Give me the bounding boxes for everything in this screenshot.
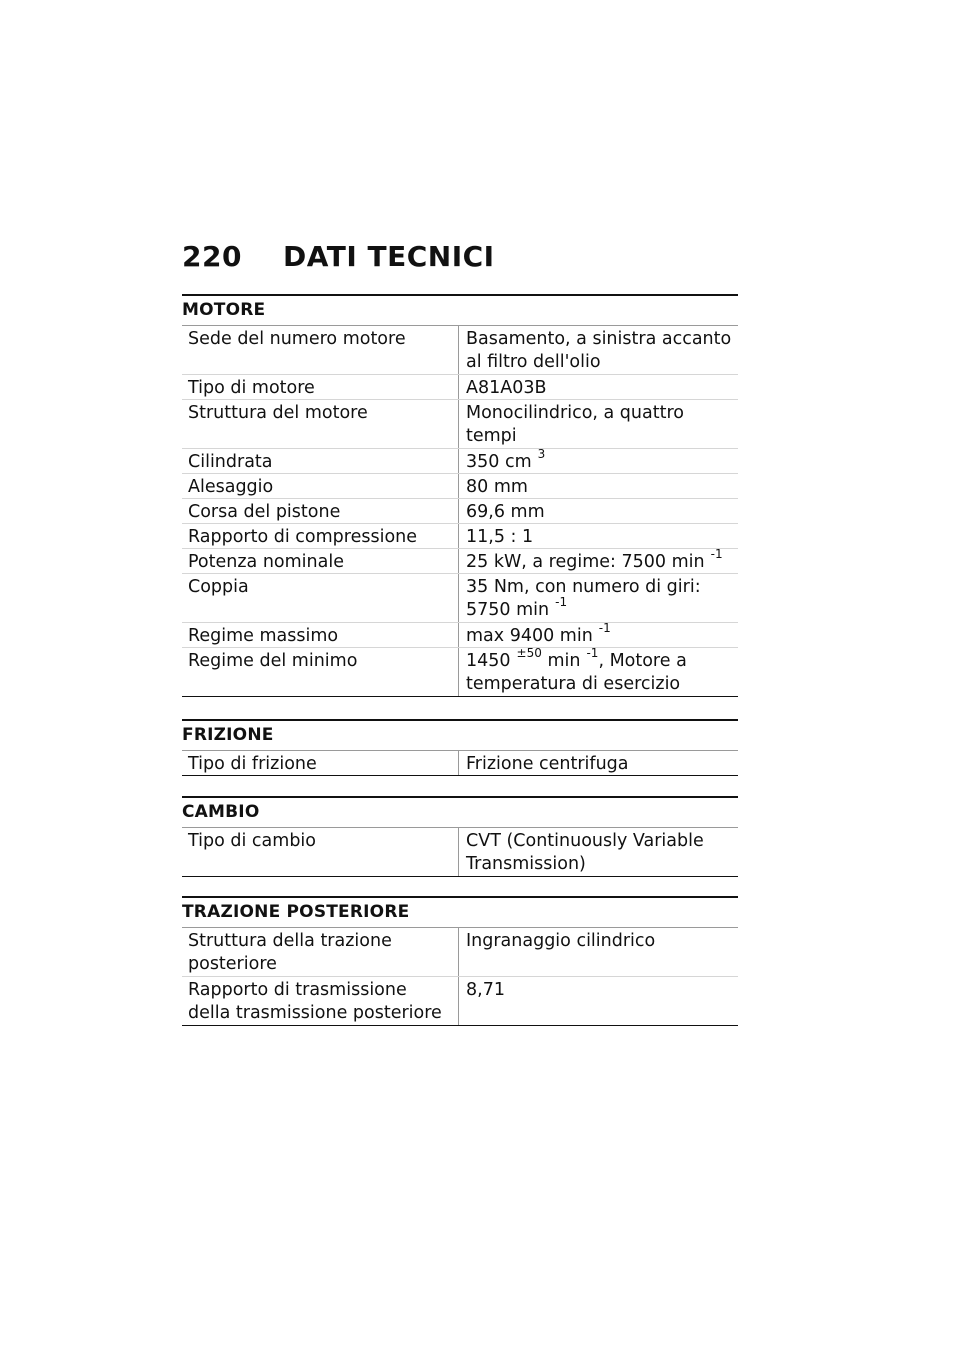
spec-row: [182, 449, 738, 474]
spec-label: Rapporto di compressione: [182, 524, 459, 548]
spec-value: Monocilindrico, a quattro tempi: [466, 403, 684, 446]
spec-value: A81A03B: [466, 378, 547, 398]
superscript: -1: [555, 594, 568, 609]
spec-label: Tipo di cambio: [182, 828, 459, 876]
spec-value: Frizione centrifuga: [466, 754, 629, 774]
spec-row: [182, 524, 738, 549]
value-text: 350 cm: [466, 452, 532, 472]
spec-label: Potenza nominale: [182, 549, 459, 573]
page-number: 220: [182, 240, 242, 273]
section-title-cambio: CAMBIO: [182, 796, 738, 828]
spec-value: CVT (Continuously Variable Transmission): [466, 831, 704, 874]
spec-value: 69,6 mm: [466, 502, 545, 522]
section-title-frizione: FRIZIONE: [182, 719, 738, 751]
spec-label: Corsa del pistone: [182, 499, 459, 523]
spec-row: [182, 828, 738, 877]
chapter-title: DATI TECNICI: [283, 240, 495, 273]
spec-row: [182, 549, 738, 574]
superscript: 3: [537, 447, 546, 462]
value-text: min: [547, 651, 581, 671]
spec-row: [182, 977, 738, 1026]
value-text: 25 kW, a regime: 7500 min: [466, 552, 705, 572]
spec-label: Rapporto di trasmissione della trasmissione posteriore: [182, 977, 459, 1025]
superscript: -1: [710, 547, 723, 562]
value-text: 35 Nm, con numero di giri: 5750 min: [466, 577, 701, 620]
spec-label: Regime massimo: [182, 623, 459, 647]
spec-label: Cilindrata: [182, 449, 459, 473]
spec-value: Ingranaggio cilindrico: [466, 931, 656, 951]
spec-row: [182, 928, 738, 977]
spec-value: [459, 623, 738, 647]
section-trazione-posteriore: [182, 896, 738, 1026]
spec-label: Struttura del motore: [182, 400, 459, 448]
section-motore: [182, 294, 738, 697]
spec-value: [459, 574, 738, 622]
superscript: ±50: [516, 646, 542, 661]
spec-label: Tipo di frizione: [182, 751, 459, 775]
spec-row: [182, 751, 738, 776]
spec-row: [182, 326, 738, 375]
spec-row: [182, 499, 738, 524]
spec-value: [459, 549, 738, 573]
value-text: , Motore a temperatura di esercizio: [466, 651, 687, 694]
spec-row: [182, 623, 738, 648]
spec-row: [182, 574, 738, 623]
spec-value: Basamento, a sinistra accanto al filtro dell'olio: [466, 329, 732, 372]
spec-label: Alesaggio: [182, 474, 459, 498]
spec-label: Sede del numero motore: [182, 326, 459, 374]
value-text: 1450: [466, 651, 511, 671]
spec-value: 80 mm: [466, 477, 528, 497]
superscript: -1: [598, 621, 611, 636]
spec-value: 11,5 : 1: [466, 527, 534, 547]
spec-value: 8,71: [466, 980, 505, 1000]
spec-row: [182, 474, 738, 499]
section-title-motore: MOTORE: [182, 294, 738, 326]
spec-value: [459, 449, 738, 473]
spec-label: Coppia: [182, 574, 459, 622]
spec-value: [459, 648, 738, 696]
spec-label: Tipo di motore: [182, 375, 459, 399]
superscript: -1: [586, 646, 599, 661]
section-frizione: [182, 719, 738, 776]
page-header: [182, 240, 738, 280]
section-cambio: [182, 796, 738, 877]
spec-row: [182, 648, 738, 697]
spec-row: [182, 375, 738, 400]
spec-label: Struttura della trazione posteriore: [182, 928, 459, 976]
section-title-trazione: TRAZIONE POSTERIORE: [182, 896, 738, 928]
value-text: max 9400 min: [466, 626, 593, 646]
spec-row: [182, 400, 738, 449]
spec-label: Regime del minimo: [182, 648, 459, 696]
